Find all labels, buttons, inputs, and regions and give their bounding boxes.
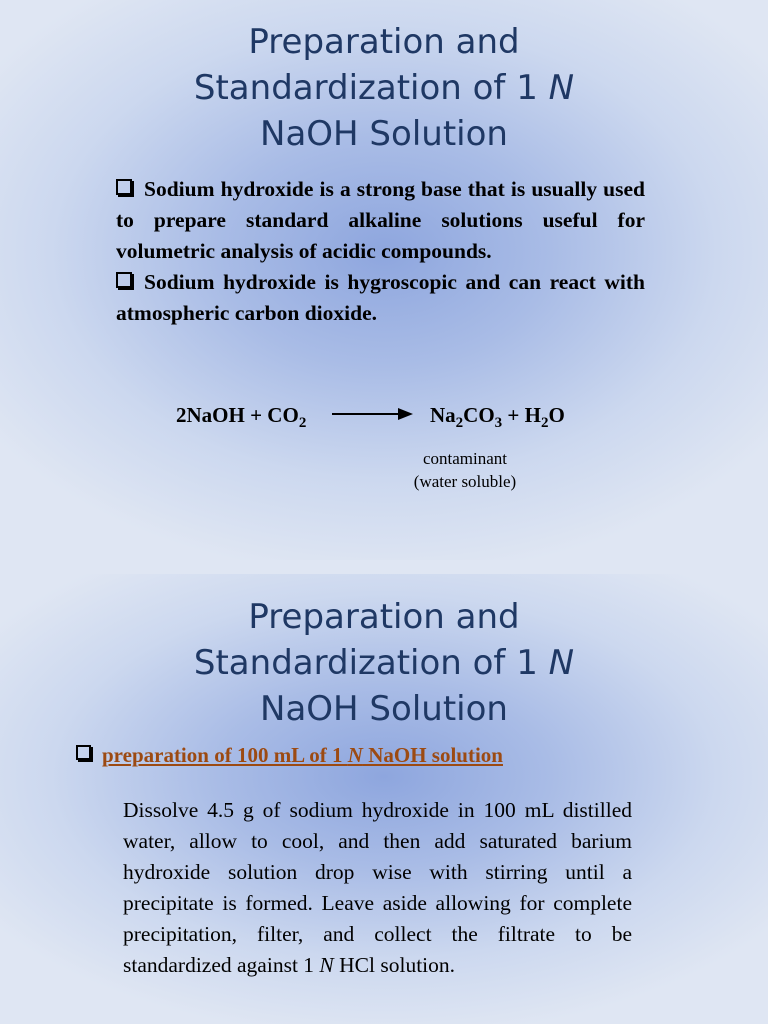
square-bullet-icon — [116, 272, 132, 288]
title-line-1: Preparation and — [248, 22, 520, 62]
products-text: O — [548, 403, 565, 427]
bullet-list — [116, 174, 645, 329]
products-text: CO — [463, 403, 495, 427]
subscript: 2 — [540, 415, 549, 431]
title-line-2-text: Standardization of 1 — [193, 643, 549, 683]
slide-1-title — [0, 19, 768, 157]
subheading-part: preparation of 100 mL of 1 — [102, 743, 348, 767]
paragraph-text-end: HCl solution. — [333, 953, 456, 977]
title-line-2-text: Standardization of 1 — [193, 68, 549, 108]
preparation-subheading — [76, 740, 503, 770]
title-normality-symbol: N — [548, 68, 575, 108]
subheading-text — [102, 743, 503, 767]
subscript: 2 — [455, 415, 464, 431]
procedure-paragraph — [123, 795, 632, 981]
contaminant-note — [380, 447, 550, 493]
square-bullet-icon — [116, 179, 132, 195]
slide-2-title — [0, 594, 768, 732]
note-line-2: (water soluble) — [413, 472, 517, 491]
square-bullet-icon — [76, 745, 91, 760]
reactants-text: 2NaOH + CO — [176, 403, 299, 427]
equation-reactants — [176, 400, 306, 430]
title-line-1: Preparation and — [248, 597, 520, 637]
title-line-3: NaOH Solution — [260, 689, 508, 729]
bullet-item — [116, 267, 645, 329]
subscript: 2 — [298, 415, 307, 431]
title-normality-symbol: N — [548, 643, 575, 683]
bullet-text: Sodium hydroxide is hygroscopic and can react with atmospheric carbon dioxide. — [116, 270, 645, 325]
bullet-text: Sodium hydroxide is a strong base that is usually used to prepare standard alkaline solutions useful for volumetric analysis of acidic compounds. — [116, 177, 645, 263]
title-line-2 — [0, 65, 768, 111]
products-text: + H — [502, 403, 541, 427]
equation-products — [430, 400, 565, 430]
note-line-1: contaminant — [422, 449, 508, 468]
subscript: 3 — [494, 415, 503, 431]
paragraph-normality-symbol: N — [319, 953, 334, 977]
reaction-arrow-icon — [332, 404, 414, 424]
slide-2 — [0, 574, 768, 1024]
paragraph-text: Dissolve 4.5 g of sodium hydroxide in 100 mL distilled water, allow to cool, and then add saturated barium hydroxide solution drop wise with stirring until a precipitate is formed. Leave aside allowing for complete precipitation, filter, and collect the filtrate to be standardized against 1 — [123, 798, 632, 977]
products-text: Na — [430, 403, 456, 427]
title-line-3: NaOH Solution — [260, 114, 508, 154]
title-line-2 — [0, 640, 768, 686]
bullet-item — [116, 174, 645, 267]
subheading-part: NaOH solution — [362, 743, 503, 767]
subheading-normality-symbol: N — [347, 743, 363, 767]
